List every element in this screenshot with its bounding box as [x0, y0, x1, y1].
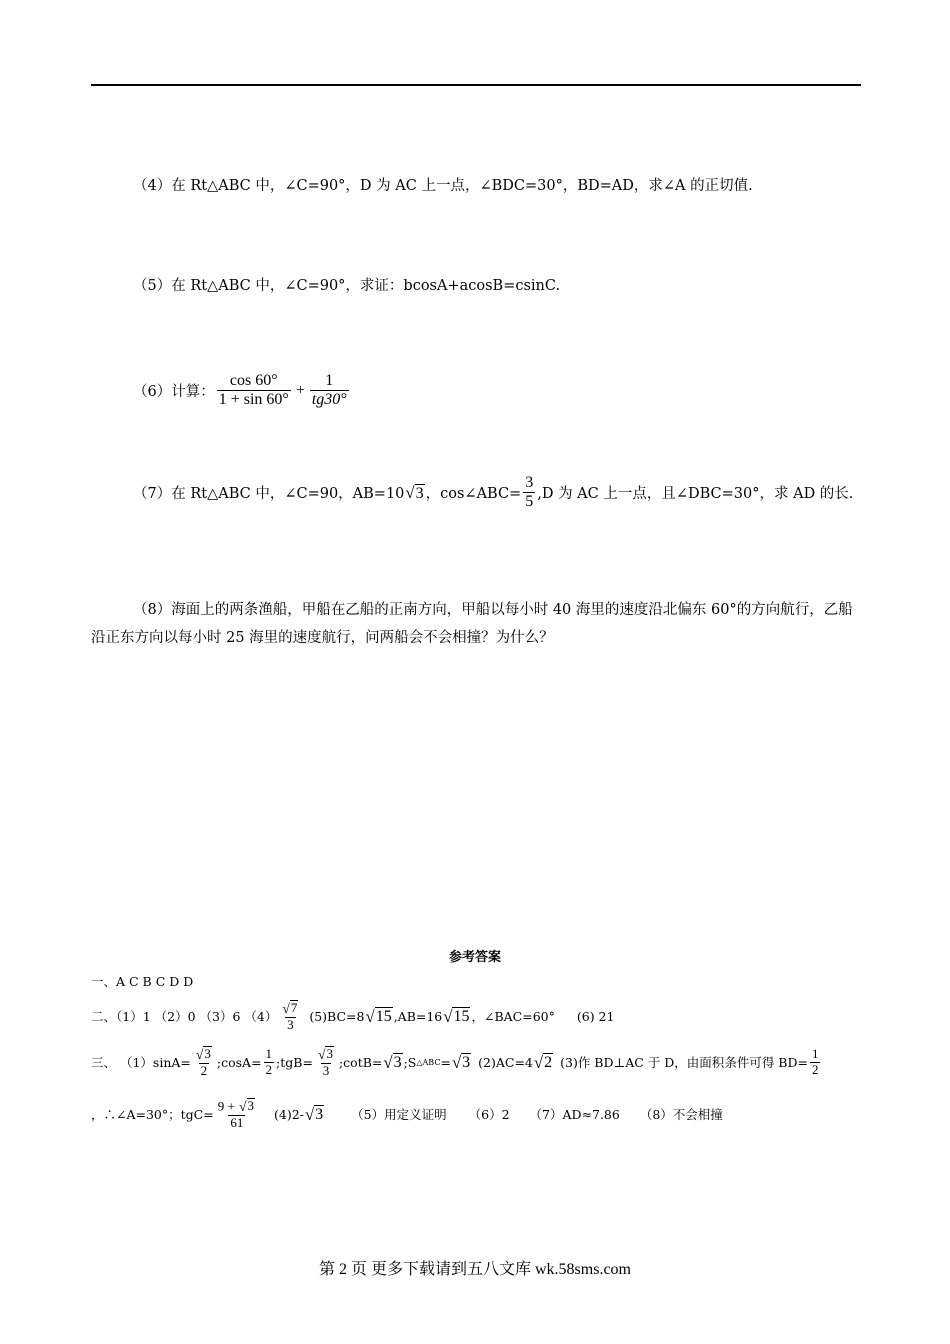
sqrt-15: √ 15: [443, 1006, 470, 1026]
problem-5: （5）在 Rt△ABC 中，∠C=90°，求证：bcosA+acosB=csinC.: [133, 278, 561, 294]
problem-8: （8）海面上的两条渔船，甲船在乙船的正南方向，甲船以每小时 40 海里的速度沿北偏东 60°的方向航行，乙船沿正东方向以每小时 25 海里的速度航行，问两船会不会相撞？为什么？: [91, 602, 853, 646]
fraction-sqrt3-over-2: √ 3 2: [195, 1046, 211, 1078]
fraction-one-half: $\frac{1}{2}$: [265, 1045, 273, 1077]
fraction-sqrt7-over-3: √ 7 3: [282, 1000, 298, 1032]
fraction-sqrt3-over-3: √ 3 3: [317, 1046, 333, 1078]
sqrt-3: √ 3: [304, 1104, 324, 1124]
answer-section-1: 一、A C B C D D: [91, 974, 194, 989]
sqrt-3: √ 3: [405, 483, 424, 503]
answer-section-2: 二、（1）1 （2）0 （3）6 （4） √ 7 3 (5)BC=8 √ 15 ,AB=16 √ 15 ，∠BAC=60° (6) 21: [91, 1000, 615, 1032]
problem-6: （6）计算： $\frac{\cos 60^\circ}{1 + \sin 60^\circ}$ + $\frac{1}{tg30^\circ}$: [133, 372, 347, 409]
header-rule: [91, 84, 861, 86]
problem-7: （7）在 Rt△ABC 中，∠C=90，AB=10 √ 3 ，cos∠ABC= $\frac{3}{5}$ ,D 为 AC 上一点，且∠DBC=30°，求 AD 的长.: [133, 474, 854, 511]
sqrt-3: √ 3: [451, 1052, 471, 1072]
fraction-three-fifths: $\frac{3}{5}$: [525, 474, 534, 511]
sqrt-2: √ 2: [533, 1052, 553, 1072]
fraction-tgC: 9 + √ 3 61: [217, 1098, 255, 1130]
answer-section-3-continued: ，∴∠A=30°；tgC= 9 + √ 3 61 (4)2- √ 3 （5）用定义证明 （6）2 （7）AD≈7.86 （8）不会相撞: [91, 1098, 723, 1130]
sqrt-3: √ 3: [383, 1052, 402, 1072]
fraction-one-over-tg: $\frac{1}{tg30^\circ}$: [311, 372, 347, 409]
problem-4: （4）在 Rt△ABC 中，∠C=90°，D 为 AC 上一点，∠BDC=30°，BD=AD，求∠A 的正切值.: [133, 178, 753, 194]
answer-section-3: 三、 （1）sinA= √ 3 2 ;cosA= $\frac{1}{2}$ ;tgB= √ 3 3 ;cotB= √ 3 ;S △ABC = √ 3 (2)AC=4 √ 2 (3)作 BD⊥AC 于 D，由面积条件可得 BD= $\frac{1}{2}$: [91, 1045, 819, 1078]
sqrt-15: √ 15: [365, 1006, 392, 1026]
answers-title: 参考答案: [448, 950, 501, 965]
fraction-one-half: $\frac{1}{2}$: [811, 1045, 819, 1077]
page-footer: 第 2 页 更多下载请到五八文库 wk.58sms.com: [318, 1261, 631, 1278]
fraction-cos-over-sin: $\frac{\cos 60^\circ}{1 + \sin 60^\circ}$: [218, 372, 289, 409]
